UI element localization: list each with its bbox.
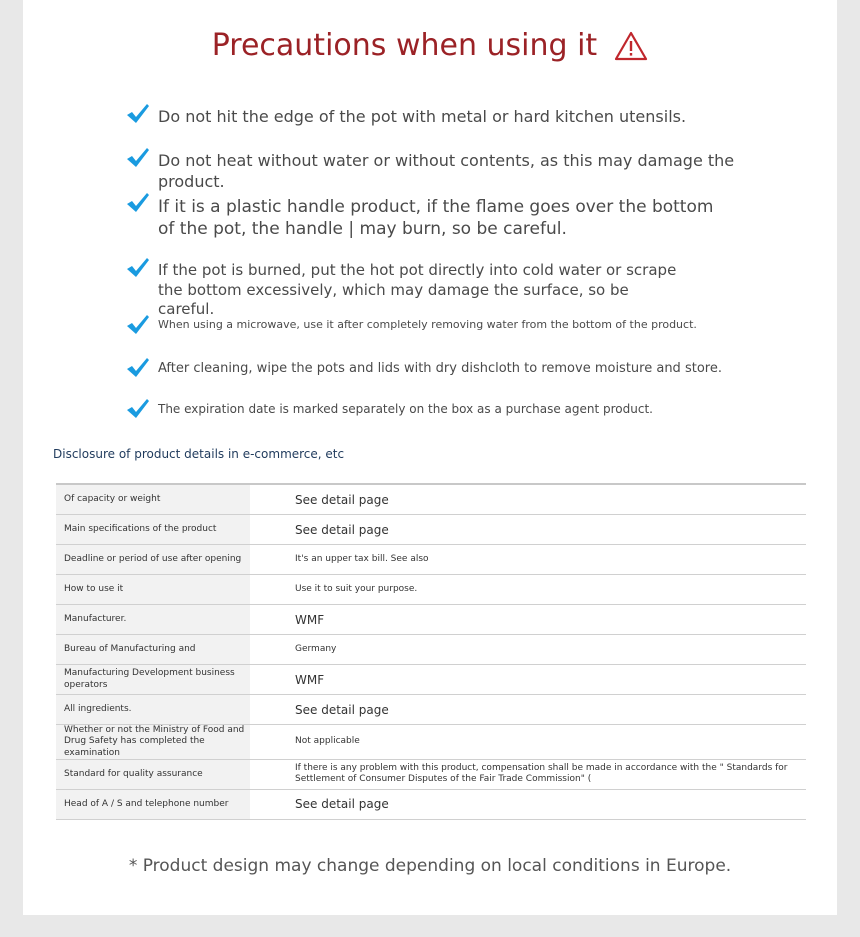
table-row (56, 789, 806, 819)
title-row (23, 28, 837, 63)
table-row (56, 484, 806, 515)
row-label: Bureau of Manufacturing and (56, 635, 250, 665)
row-value: Germany (250, 635, 806, 665)
table-row (56, 545, 806, 575)
row-label: All ingredients. (56, 695, 250, 725)
row-label: Whether or not the Ministry of Food and Drug Safety has completed the examination (56, 725, 250, 760)
row-value: Use it to suit your purpose. (250, 575, 806, 605)
warning-triangle-icon (614, 30, 648, 62)
table-row (56, 605, 806, 635)
row-label: How to use it (56, 575, 250, 605)
row-label: Head of A / S and telephone number (56, 789, 250, 819)
check-icon (126, 398, 150, 420)
precaution-text: When using a microwave, use it after completely removing water from the bottom of the product. (158, 318, 697, 331)
row-label: Of capacity or weight (56, 484, 250, 515)
precaution-text: The expiration date is marked separately on the box as a purchase agent product. (158, 402, 653, 416)
row-value: If there is any problem with this product, compensation shall be made in accordance with the " Standards for Settlement of Consumer Disputes of the Fair Trade Commission" ( (250, 759, 806, 789)
precautions-card (23, 0, 837, 915)
row-value: See detail page (250, 695, 806, 725)
precaution-text: If the pot is burned, put the hot pot directly into cold water or scrape the bottom excessively, which may damage the surface, so be careful. (158, 261, 677, 318)
check-icon (126, 192, 150, 214)
table-row (56, 575, 806, 605)
table-row (56, 725, 806, 760)
check-icon (126, 103, 150, 125)
check-icon (126, 357, 150, 379)
row-value: WMF (250, 605, 806, 635)
check-icon (126, 147, 150, 169)
check-icon (126, 314, 150, 336)
table-row (56, 515, 806, 545)
product-details-table (56, 483, 806, 820)
row-label: Manufacturing Development business operators (56, 665, 250, 695)
disclosure-heading: Disclosure of product details in e-commerce, etc (53, 447, 345, 461)
row-value: WMF (250, 665, 806, 695)
check-icon (126, 257, 150, 279)
table-row (56, 695, 806, 725)
table-row (56, 665, 806, 695)
precaution-text: After cleaning, wipe the pots and lids with dry dishcloth to remove moisture and store. (158, 361, 722, 376)
row-value: See detail page (250, 789, 806, 819)
row-value: Not applicable (250, 725, 806, 760)
row-value: See detail page (250, 484, 806, 515)
row-value: It's an upper tax bill. See also (250, 545, 806, 575)
row-label: Standard for quality assurance (56, 759, 250, 789)
row-label: Deadline or period of use after opening (56, 545, 250, 575)
footnote: * Product design may change depending on local conditions in Europe. (128, 856, 732, 876)
precaution-text: If it is a plastic handle product, if the flame goes over the bottom of the pot, the handle | may burn, so be careful. (158, 197, 714, 240)
table-row (56, 759, 806, 789)
row-label: Main specifications of the product (56, 515, 250, 545)
page-title: Precautions when using it (211, 28, 598, 63)
precaution-text: Do not hit the edge of the pot with metal or hard kitchen utensils. (158, 107, 687, 126)
table-row (56, 635, 806, 665)
row-label: Manufacturer. (56, 605, 250, 635)
row-value: See detail page (250, 515, 806, 545)
precaution-text: Do not heat without water or without contents, as this may damage the product. (158, 151, 735, 191)
